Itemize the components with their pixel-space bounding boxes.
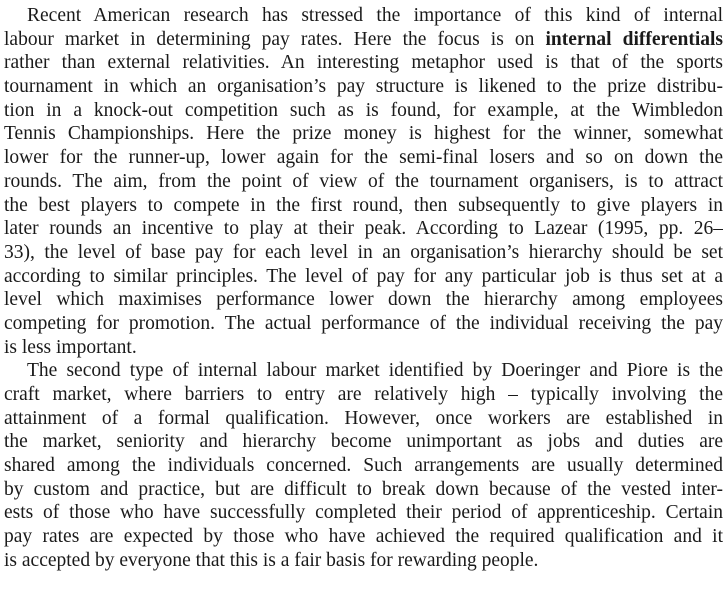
text-line: the best players to compete in the first round, then subsequently to give players in — [4, 194, 723, 216]
paragraph-2 — [4, 359, 723, 572]
text-line: by custom and practice, but are difficult to break down because of the vested inter- — [4, 478, 723, 500]
text-line: the market, seniority and hierarchy become unimportant as jobs and duties are — [4, 431, 723, 453]
text-line: is less important. — [4, 336, 137, 358]
text-line: labour market in determining pay rates. Here the focus is on internal differentials — [4, 28, 723, 50]
text-line: lower for the runner-up, lower again for the semi-final losers and so on down the — [4, 147, 723, 169]
text-line: according to similar principles. The level of pay for any particular job is thus set at a — [4, 265, 723, 287]
text-line: rounds. The aim, from the point of view of the tournament organisers, is to attract — [4, 170, 723, 192]
text-line: shared among the individuals concerned. Such arrangements are usually determined — [4, 455, 723, 477]
text-line: tournament in which an organisation’s pay structure is likened to the prize distribu- — [4, 76, 723, 98]
text-line: rather than external relativities. An interesting metaphor used is that of the sports — [4, 52, 723, 74]
text-line: Tennis Championships. Here the prize money is highest for the winner, somewhat — [4, 123, 723, 145]
text-line: The second type of internal labour market identified by Doeringer and Piore is the — [27, 360, 723, 382]
text-line: later rounds an incentive to play at their peak. According to Lazear (1995, pp. 26– — [4, 218, 723, 240]
text-line: level which maximises performance lower down the hierarchy among employees — [4, 289, 723, 311]
paragraph-1 — [4, 4, 723, 359]
text-line: Recent American research has stressed the importance of this kind of internal — [27, 5, 723, 26]
bold-term: internal differentials — [545, 28, 723, 50]
document-page — [4, 4, 723, 573]
text-line: attainment of a formal qualification. However, once workers are established in — [4, 407, 723, 429]
text-line: is accepted by everyone that this is a fair basis for rewarding people. — [4, 549, 539, 571]
text-line: tion in a knock-out competition such as is found, for example, at the Wimbledon — [4, 99, 723, 121]
text-line: competing for promotion. The actual performance of the individual receiving the pay — [4, 312, 723, 334]
text-line: ests of those who have successfully completed their period of apprenticeship. Certain — [4, 502, 723, 524]
text-line: craft market, where barriers to entry are relatively high – typically involving the — [4, 384, 723, 405]
text-line: 33), the level of base pay for each level in an organisation’s hierarchy should be set — [4, 241, 723, 263]
text-line: pay rates are expected by those who have achieved the required qualification and it — [4, 526, 723, 548]
